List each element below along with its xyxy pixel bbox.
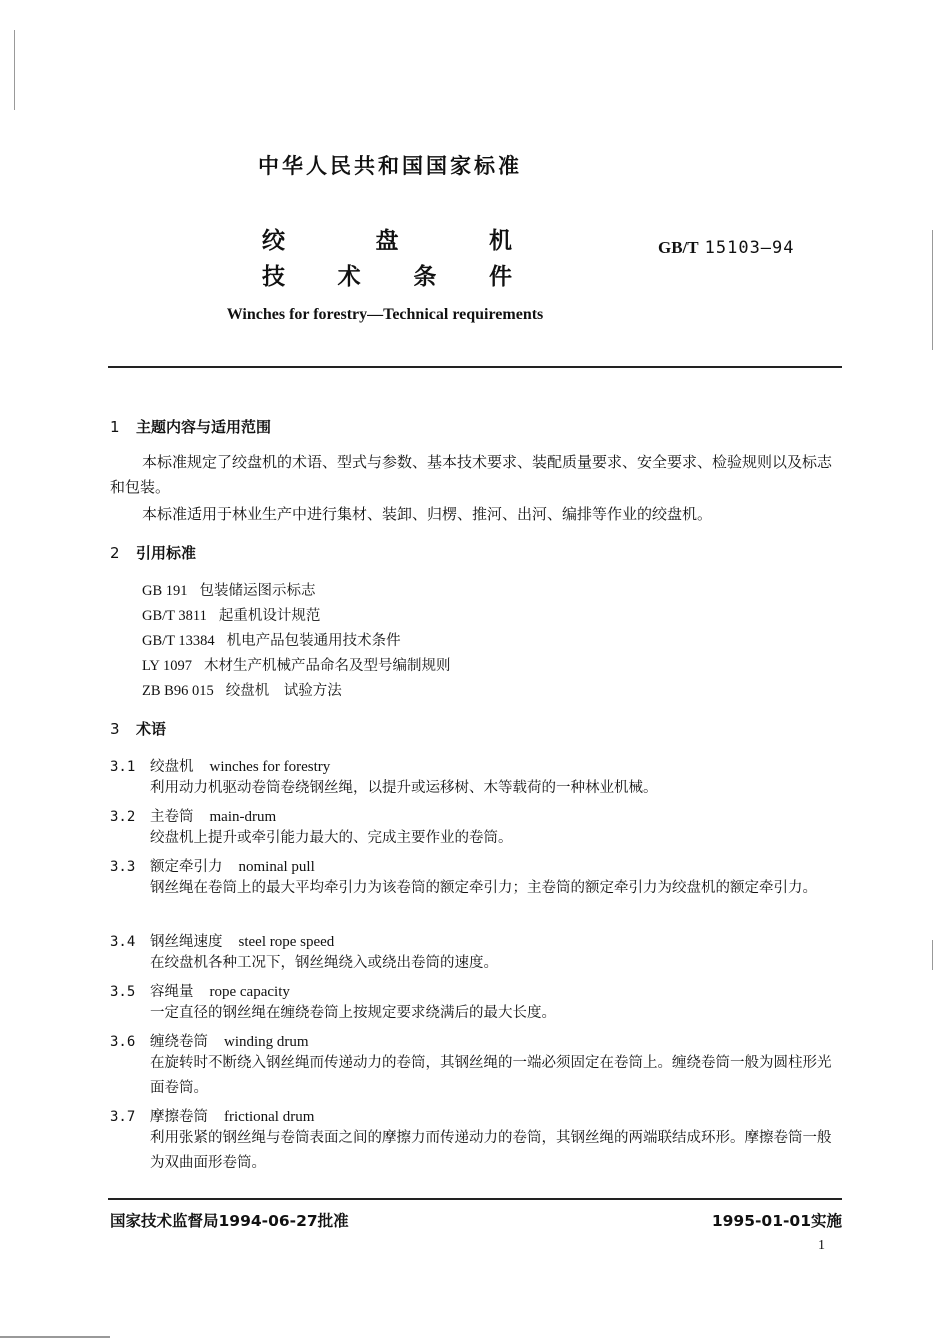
section-2-heading [110, 542, 196, 563]
reference-item [142, 654, 450, 675]
section-1-paragraph-2: 本标准适用于林业生产中进行集材、装卸、归楞、推河、出河、编排等作业的绞盘机。 [142, 505, 713, 523]
title-char: 条 [413, 264, 437, 290]
reference-name: 起重机设计规范 [218, 608, 321, 624]
term-english: winches for forestry [209, 759, 331, 775]
term-heading [110, 755, 330, 776]
scan-edge-right [932, 230, 933, 350]
term-number: 3.1 [110, 759, 136, 775]
term-heading [110, 855, 315, 876]
term-definition: 利用张紧的钢丝绳与卷筒表面之间的摩擦力而传递动力的卷筒，其钢丝绳的两端联结成环形。摩擦卷筒一般为双曲面形卷筒。 [150, 1130, 832, 1171]
section-number: 3 [110, 720, 120, 738]
section-1-paragraph-1: 本标准规定了绞盘机的术语、型式与参数、基本技术要求、装配质量要求、安全要求、检验规则以及标志和包装。 [110, 453, 833, 496]
term-heading [110, 980, 290, 1001]
scan-edge-left [14, 30, 15, 110]
reference-item [142, 679, 342, 700]
reference-name: 绞盘机 试验方法 [225, 683, 342, 699]
approval-date: 国家技术监督局1994-06-27批准 [110, 1212, 349, 1230]
term-english: nominal pull [238, 859, 315, 875]
term-definition: 一定直径的钢丝绳在缠绕卷筒上按规定要求绕满后的最大长度。 [150, 1005, 556, 1021]
reference-item [142, 604, 320, 625]
section-number: 1 [110, 418, 120, 436]
section-3-heading [110, 718, 166, 739]
reference-name: 机电产品包装通用技术条件 [226, 633, 401, 649]
national-standard-label: 中华人民共和国国家标准 [258, 154, 522, 178]
standard-prefix: GB/T [658, 238, 699, 257]
reference-code: GB/T 13384 [142, 633, 215, 649]
section-1-heading [110, 416, 271, 437]
term-heading [110, 1030, 309, 1051]
reference-name: 木材生产机械产品命名及型号编制规则 [203, 658, 451, 674]
term-chinese: 摩擦卷筒 [150, 1109, 208, 1125]
english-title: Winches for forestry—Technical requirements [226, 306, 544, 323]
header-divider [108, 366, 842, 368]
term-chinese: 容绳量 [150, 984, 194, 1000]
reference-code: GB 191 [142, 583, 188, 599]
title-char: 件 [488, 264, 512, 290]
term-number: 3.7 [110, 1109, 136, 1125]
term-number: 3.5 [110, 984, 136, 1000]
term-english: main-drum [209, 809, 277, 825]
term-english: steel rope speed [238, 934, 335, 950]
section-title: 术语 [136, 720, 167, 738]
standard-number [658, 238, 795, 258]
title-char: 绞 [262, 228, 285, 254]
page-number: 1 [818, 1238, 825, 1253]
term-definition: 绞盘机上提升或牵引能力最大的、完成主要作业的卷筒。 [150, 830, 513, 846]
reference-name: 包装储运图示标志 [199, 583, 316, 599]
term-chinese: 额定牵引力 [150, 859, 223, 875]
scan-edge-right-lower [932, 940, 933, 970]
term-chinese: 缠绕卷筒 [150, 1034, 208, 1050]
term-definition: 在绞盘机各种工况下，钢丝绳绕入或绕出卷筒的速度。 [150, 955, 498, 971]
term-definition: 钢丝绳在卷筒上的最大平均牵引力为该卷筒的额定牵引力；主卷筒的额定牵引力为绞盘机的额定牵引力。 [150, 880, 817, 896]
title-char: 技 [262, 264, 285, 290]
reference-item [142, 629, 401, 650]
effective-date: 1995-01-01实施 [711, 1212, 842, 1230]
term-heading [110, 805, 276, 826]
title-char: 机 [489, 228, 512, 254]
title-char: 盘 [375, 228, 399, 254]
title-line-1 [262, 222, 512, 255]
term-definition: 利用动力机驱动卷筒卷绕钢丝绳，以提升或运移树、木等载荷的一种林业机械。 [150, 780, 658, 796]
term-english: rope capacity [209, 984, 290, 1000]
footer-divider [108, 1198, 842, 1200]
reference-code: LY 1097 [142, 658, 192, 674]
term-chinese: 钢丝绳速度 [150, 934, 223, 950]
reference-code: ZB B96 015 [142, 683, 214, 699]
term-number: 3.2 [110, 809, 136, 825]
standard-code: 15103—94 [704, 238, 795, 258]
section-title: 主题内容与适用范围 [136, 418, 272, 436]
term-chinese: 绞盘机 [150, 759, 194, 775]
reference-item [142, 579, 316, 600]
term-chinese: 主卷筒 [150, 809, 194, 825]
reference-code: GB/T 3811 [142, 608, 207, 624]
term-number: 3.4 [110, 934, 136, 950]
term-number: 3.6 [110, 1034, 136, 1050]
term-definition: 在旋转时不断绕入钢丝绳而传递动力的卷筒，其钢丝绳的一端必须固定在卷筒上。缠绕卷筒一般为圆柱形光面卷筒。 [150, 1055, 832, 1096]
term-english: winding drum [224, 1034, 309, 1050]
term-heading [110, 1105, 314, 1126]
section-title: 引用标准 [136, 544, 197, 562]
title-char: 术 [337, 264, 361, 290]
scan-edge-bottom [0, 1336, 110, 1338]
title-line-2 [262, 258, 512, 291]
section-number: 2 [110, 544, 120, 562]
term-heading [110, 930, 334, 951]
term-number: 3.3 [110, 859, 136, 875]
term-english: frictional drum [224, 1109, 315, 1125]
